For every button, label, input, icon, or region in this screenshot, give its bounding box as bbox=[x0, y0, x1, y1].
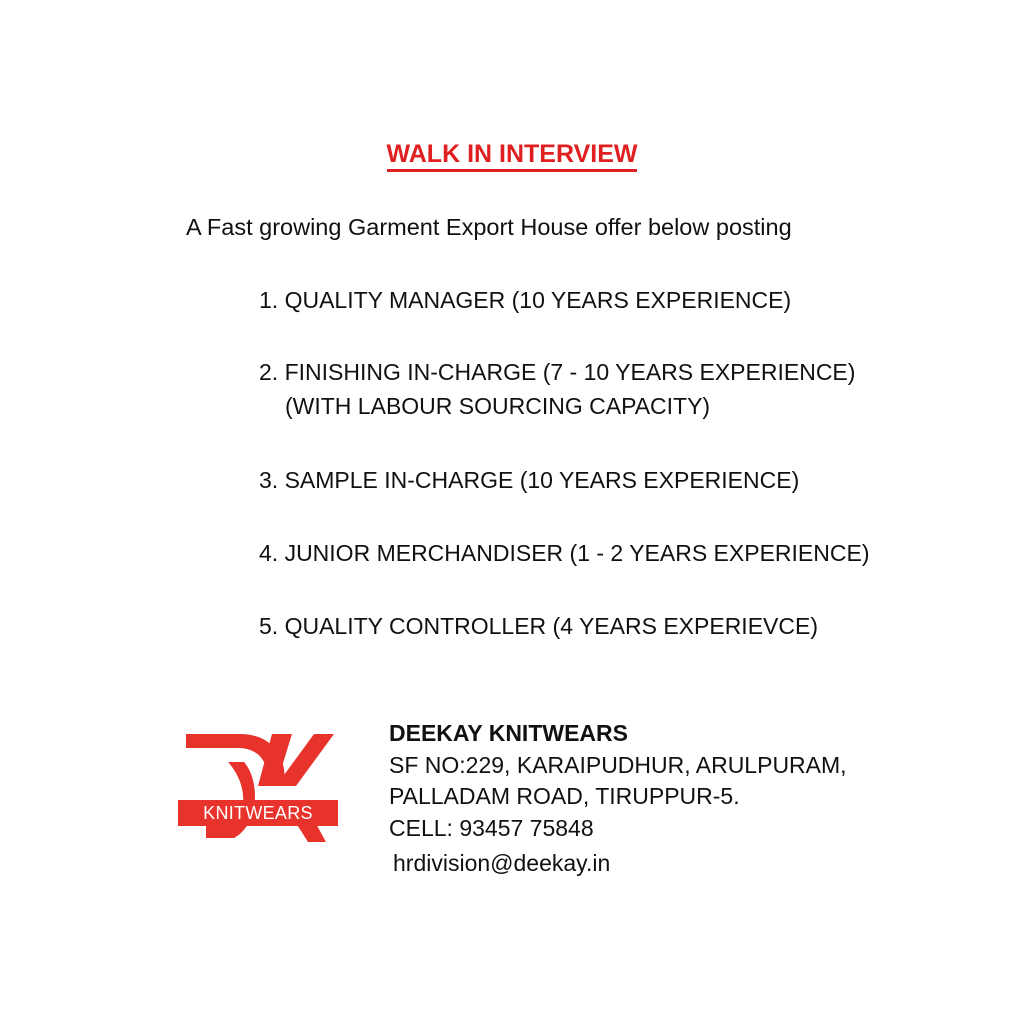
dk-logo-icon bbox=[176, 728, 340, 846]
company-email: hrdivision@deekay.in bbox=[393, 850, 611, 876]
posting-note: (WITH LABOUR SOURCING CAPACITY) bbox=[285, 393, 711, 419]
company-address-line2: PALLADAM ROAD, TIRUPPUR-5. bbox=[389, 783, 740, 809]
posting-item bbox=[259, 538, 869, 568]
posting-item bbox=[259, 357, 855, 421]
posting-title: 3. SAMPLE IN-CHARGE (10 YEARS EXPERIENCE) bbox=[259, 467, 800, 493]
posting-title: 2. FINISHING IN-CHARGE (7 - 10 YEARS EXPERIENCE) bbox=[259, 359, 856, 385]
company-cell: CELL: 93457 75848 bbox=[389, 814, 594, 841]
posting-title: 4. JUNIOR MERCHANDISER (1 - 2 YEARS EXPERIENCE) bbox=[259, 540, 870, 566]
company-name: DEEKAY KNITWEARS bbox=[389, 720, 628, 746]
intro-text: A Fast growing Garment Export House offer below posting bbox=[186, 214, 792, 240]
posting-item bbox=[259, 611, 818, 641]
company-logo bbox=[176, 728, 340, 846]
posting-title: 1. QUALITY MANAGER (10 YEARS EXPERIENCE) bbox=[259, 287, 792, 313]
logo-text: KNITWEARS bbox=[203, 803, 313, 823]
walk-in-interview-heading: WALK IN INTERVIEW bbox=[387, 140, 638, 172]
company-info bbox=[389, 718, 847, 880]
posting-item bbox=[259, 465, 799, 495]
posting-title: 5. QUALITY CONTROLLER (4 YEARS EXPERIEVCE) bbox=[259, 613, 818, 639]
company-address-line1: SF NO:229, KARAIPUDHUR, ARULPURAM, bbox=[389, 751, 847, 778]
page-title bbox=[0, 138, 1024, 170]
posting-item bbox=[259, 285, 791, 315]
